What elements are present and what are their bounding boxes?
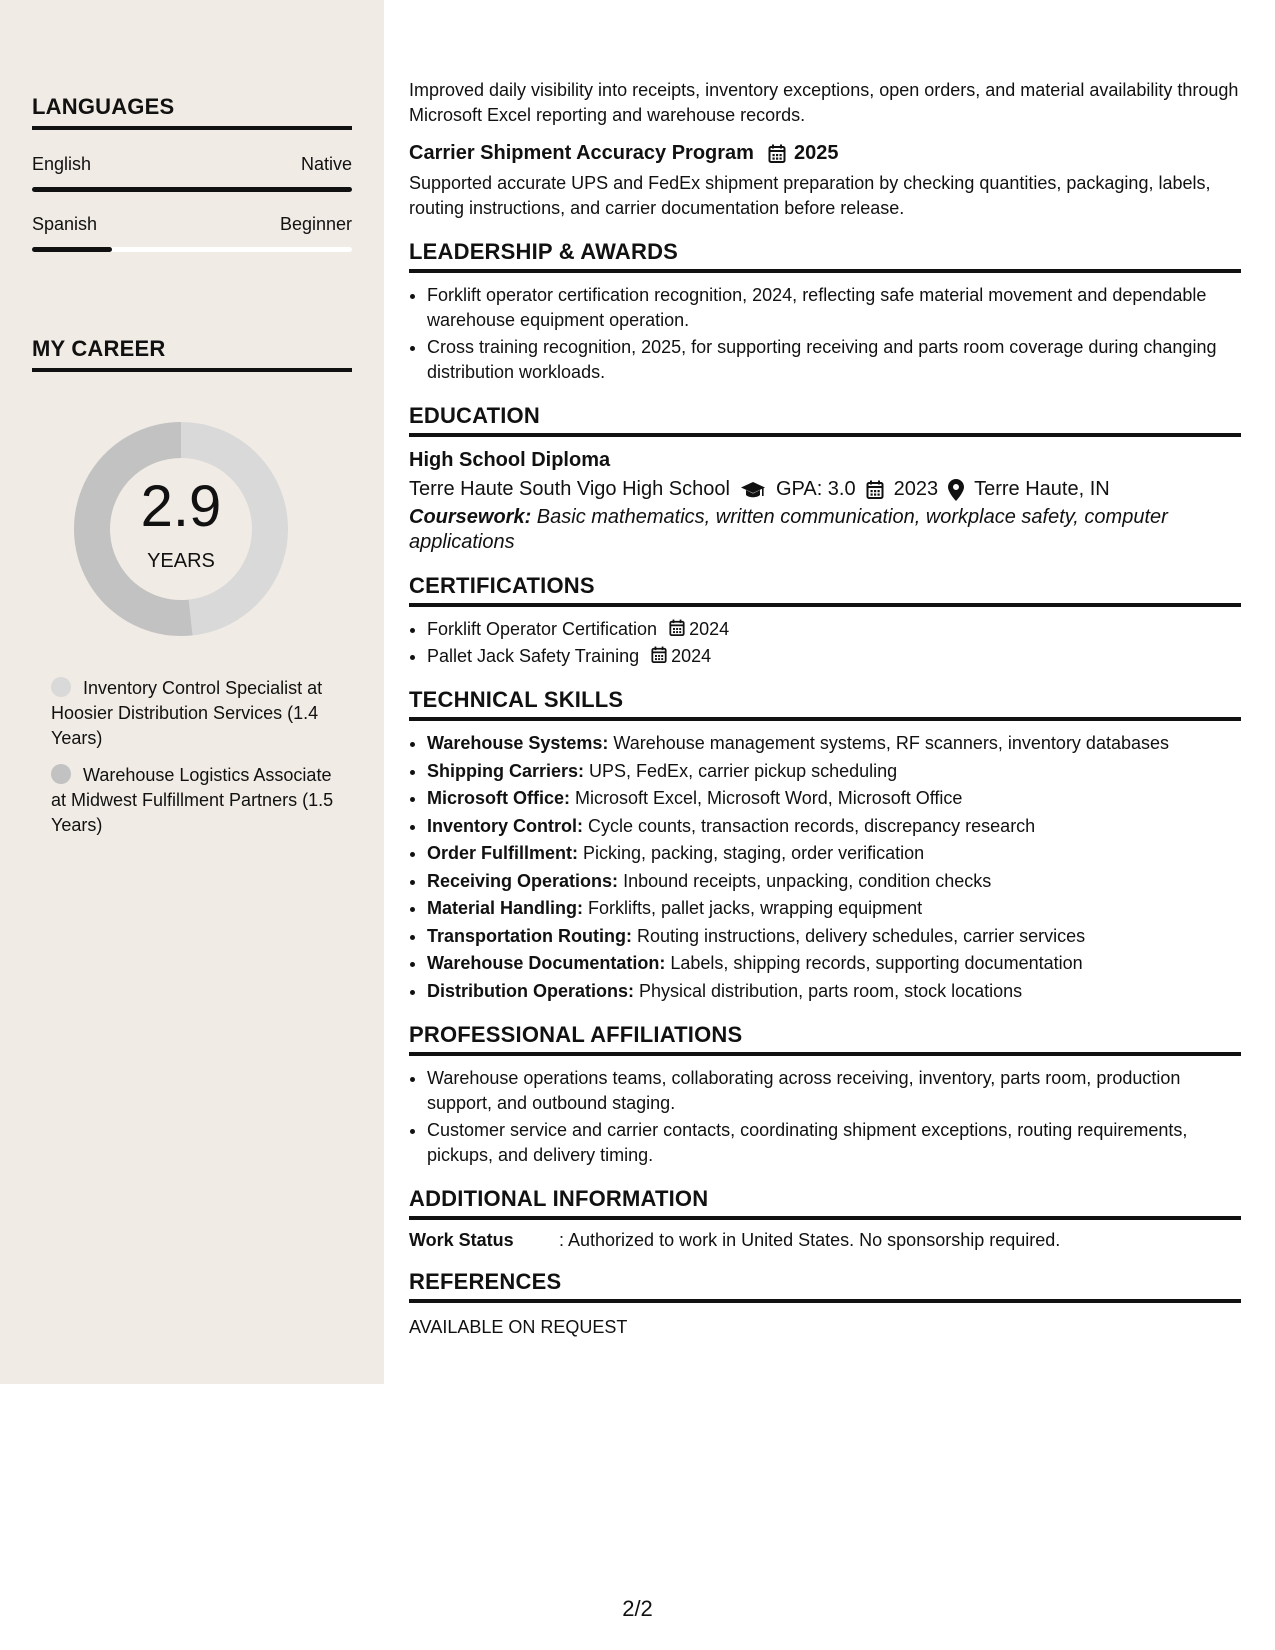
language-level: Native [300,154,352,174]
skills-heading: TECHNICAL SKILLS [409,687,1241,721]
certifications-heading: CERTIFICATIONS [409,573,1241,607]
skill-value: Cycle counts, transaction records, discrepancy research [583,815,1036,836]
languages-heading: LANGUAGES [32,94,352,130]
career-section [32,336,352,372]
certification-item [427,617,1241,642]
language-proficiency-fill [32,187,352,192]
languages-list [32,154,352,252]
skill-value: Labels, shipping records, supporting documentation [665,953,1083,973]
additional-heading: ADDITIONAL INFORMATION [409,1186,1241,1220]
languages-section [32,94,352,252]
skill-value: Routing instructions, delivery schedules, carrier services [631,925,1086,946]
skill-label: Order Fulfillment: [427,843,579,863]
language-proficiency-bar [32,247,352,252]
language-proficiency-bar [32,187,352,192]
language-row [32,154,352,175]
education-meta [409,478,1241,501]
career-legend-dot [51,764,71,784]
project-title-row [409,142,1241,165]
education-heading: EDUCATION [409,403,1241,437]
school-location: Terre Haute, IN [974,478,1110,500]
career-list [51,676,341,850]
location-pin-icon [948,479,964,501]
career-total: 2.9 [140,474,222,539]
certification-item [427,644,1241,669]
graduation-cap-icon [740,480,766,500]
skill-label: Microsoft Office: [427,788,571,808]
skill-label: Transportation Routing: [427,925,632,946]
calendar-icon [768,144,786,164]
career-heading: MY CAREER [32,336,352,372]
career-item-text: Warehouse Logistics Associate at Midwest Fulfillment Partners (1.5 Years) [51,765,334,835]
skill-item [427,869,1241,895]
main-content [409,78,1241,1340]
career-item-text: Inventory Control Specialist at Hoosier Distribution Services (1.4 Years) [51,678,323,748]
coursework [409,505,1241,555]
graduation-year: 2023 [893,478,939,500]
career-item [51,763,341,838]
career-item [51,676,341,751]
skill-value: Inbound receipts, unpacking, condition checks [618,870,992,891]
gpa: GPA: 3.0 [775,478,856,500]
career-donut [66,414,296,644]
leadership-list [409,283,1241,385]
degree-title: High School Diploma [409,449,611,471]
work-status-row [409,1230,1241,1251]
skill-label: Receiving Operations: [427,870,619,891]
skills-list [409,731,1241,1004]
language-name: Spanish [32,214,98,234]
career-legend-dot [51,677,71,697]
certification-year: 2024 [671,646,712,666]
skill-item [427,814,1241,840]
skill-label: Distribution Operations: [427,980,634,1001]
skill-value: Microsoft Excel, Microsoft Word, Microsoft Office [570,788,963,808]
language-level: Beginner [279,214,352,234]
skill-value: Forklifts, pallet jacks, wrapping equipment [583,898,923,918]
references-heading: REFERENCES [409,1269,1241,1303]
skill-item [427,759,1241,785]
certifications-list [409,617,1241,669]
skill-label: Warehouse Systems: [427,733,609,753]
skill-item [427,786,1241,812]
affiliations-heading: PROFESSIONAL AFFILIATIONS [409,1022,1241,1056]
skill-item [427,951,1241,977]
affiliation-item: • Customer service and carrier contacts, coordinating shipment exceptions, routing requirements, pickups, and delivery timing. [427,1118,1241,1168]
project-year: 2025 [793,142,839,164]
skill-item [427,979,1241,1005]
calendar-icon [669,619,685,637]
affiliations-list [409,1066,1241,1168]
certification-name: Forklift Operator Certification [427,619,658,639]
page-number: 2/2 [622,1596,653,1621]
skill-label: Shipping Carriers: [427,760,585,781]
project-description: Supported accurate UPS and FedEx shipment preparation by checking quantities, packaging, labels, routing instructions, and carrier documentation before release. [409,173,1211,218]
coursework-text: Basic mathematics, written communication, workplace safety, computer applications [409,506,1168,553]
career-unit: YEARS [147,550,215,572]
skill-item [427,896,1241,922]
skill-value: UPS, FedEx, carrier pickup scheduling [584,760,898,781]
work-status-key: Work Status [409,1230,514,1250]
language-row [32,214,352,235]
calendar-icon [651,646,667,664]
project-title: Carrier Shipment Accuracy Program [409,142,754,164]
skill-value: Picking, packing, staging, order verification [578,843,925,863]
sidebar [0,0,384,1384]
skill-value: Physical distribution, parts room, stock locations [634,980,1023,1001]
skill-label: Warehouse Documentation: [427,953,666,973]
skill-label: Material Handling: [427,898,584,918]
coursework-label: Coursework: [409,506,532,528]
intro-text: Improved daily visibility into receipts, inventory exceptions, open orders, and material availability through Microsoft Excel reporting and warehouse records. [409,80,1239,125]
affiliation-item: • Warehouse operations teams, collaborating across receiving, inventory, parts room, production support, and outbound staging. [427,1066,1241,1116]
language-proficiency-fill [32,247,112,252]
skill-item [427,841,1241,867]
work-status-value: : Authorized to work in United States. No sponsorship required. [559,1230,1061,1250]
calendar-icon [866,480,884,500]
language-name: English [32,154,92,174]
leadership-heading: LEADERSHIP & AWARDS [409,239,1241,273]
leadership-item: • Forklift operator certification recognition, 2024, reflecting safe material movement and dependable warehouse equipment operation. [427,283,1241,333]
school-name: Terre Haute South Vigo High School [409,478,730,500]
skill-item [427,731,1241,757]
certification-name: Pallet Jack Safety Training [427,646,640,666]
references-text: AVAILABLE ON REQUEST [409,1317,628,1337]
skill-item [427,924,1241,950]
skill-value: Warehouse management systems, RF scanners, inventory databases [608,733,1169,753]
certification-year: 2024 [689,619,730,639]
leadership-item: • Cross training recognition, 2025, for supporting receiving and parts room coverage during changing distribution workloads. [427,335,1241,385]
skill-label: Inventory Control: [427,815,583,836]
